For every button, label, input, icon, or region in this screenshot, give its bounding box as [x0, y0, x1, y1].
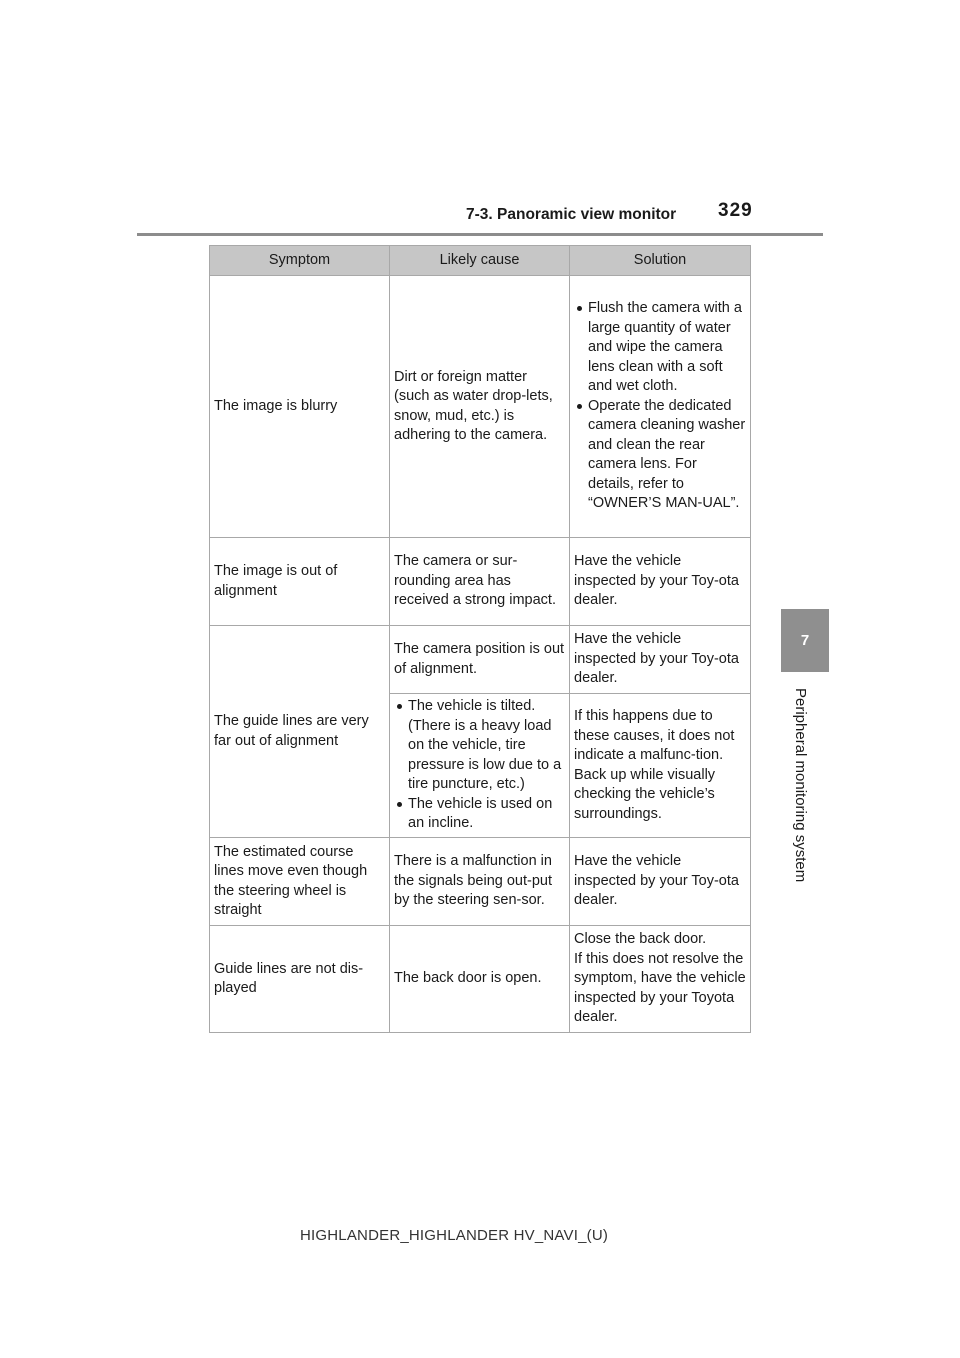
column-header-symptom: Symptom [210, 246, 390, 276]
column-header-likely-cause: Likely cause [390, 246, 570, 276]
cause-cell: The camera position is out of alignment. [390, 626, 570, 694]
table-row [210, 626, 751, 694]
table-row [210, 926, 751, 1033]
table-header-row [210, 246, 751, 276]
cause-list [394, 697, 565, 834]
chapter-number: 7 [800, 632, 810, 649]
table-row [210, 538, 751, 626]
solution-text: Back up while visually checking the vehicle’s surroundings. [574, 766, 716, 822]
symptom-cell: The image is out of alignment [210, 538, 390, 626]
solution-cell: Have the vehicle inspected by your Toy-ota dealer. [570, 838, 751, 926]
table-row [210, 276, 751, 538]
symptom-cell: Guide lines are not dis-played [210, 926, 390, 1033]
cause-cell: There is a malfunction in the signals being out-put by the steering sen-sor. [390, 838, 570, 926]
header-divider [137, 233, 823, 236]
table-row [210, 838, 751, 926]
cause-cell: The camera or sur-rounding area has received a strong impact. [390, 538, 570, 626]
column-header-solution: Solution [570, 246, 751, 276]
section-title: 7-3. Panoramic view monitor [466, 206, 677, 223]
solution-cell [570, 276, 751, 538]
solution-text: If this does not resolve the symptom, have the vehicle inspected by your Toyota dealer. [574, 950, 746, 1026]
symptom-cell: The guide lines are very far out of alignment [210, 626, 390, 838]
solution-cell: Have the vehicle inspected by your Toy-ota dealer. [570, 626, 751, 694]
cause-cell [390, 694, 570, 838]
page-number: 329 [718, 200, 753, 221]
list-item: The vehicle is used on an incline. [394, 795, 565, 834]
chapter-title: Peripheral monitoring system [792, 688, 809, 883]
list-item: The vehicle is tilted. (There is a heavy load on the vehicle, tire pressure is low due to a tire puncture, etc.) [394, 697, 565, 795]
solution-cell [570, 926, 751, 1033]
chapter-tab [781, 609, 829, 672]
cause-cell: Dirt or foreign matter (such as water drop-lets, snow, mud, etc.) is adhering to the camera. [390, 276, 570, 538]
document-id: HIGHLANDER_HIGHLANDER HV_NAVI_(U) [300, 1227, 609, 1244]
list-item: Flush the camera with a large quantity of water and wipe the camera lens clean with a soft and wet cloth. [574, 299, 746, 397]
symptom-cell: The estimated course lines move even though the steering wheel is straight [210, 838, 390, 926]
solution-text: Close the back door. [574, 931, 707, 948]
solution-cell: Have the vehicle inspected by your Toy-ota dealer. [570, 538, 751, 626]
troubleshooting-table [209, 245, 751, 1033]
solution-list [574, 299, 746, 514]
cause-cell: The back door is open. [390, 926, 570, 1033]
symptom-cell: The image is blurry [210, 276, 390, 538]
solution-cell [570, 694, 751, 838]
list-item: Operate the dedicated camera cleaning washer and clean the rear camera lens. For details, refer to “OWNER’S MAN-UAL”. [574, 397, 746, 514]
solution-text: If this happens due to these causes, it does not indicate a malfunc-tion. [574, 708, 735, 763]
